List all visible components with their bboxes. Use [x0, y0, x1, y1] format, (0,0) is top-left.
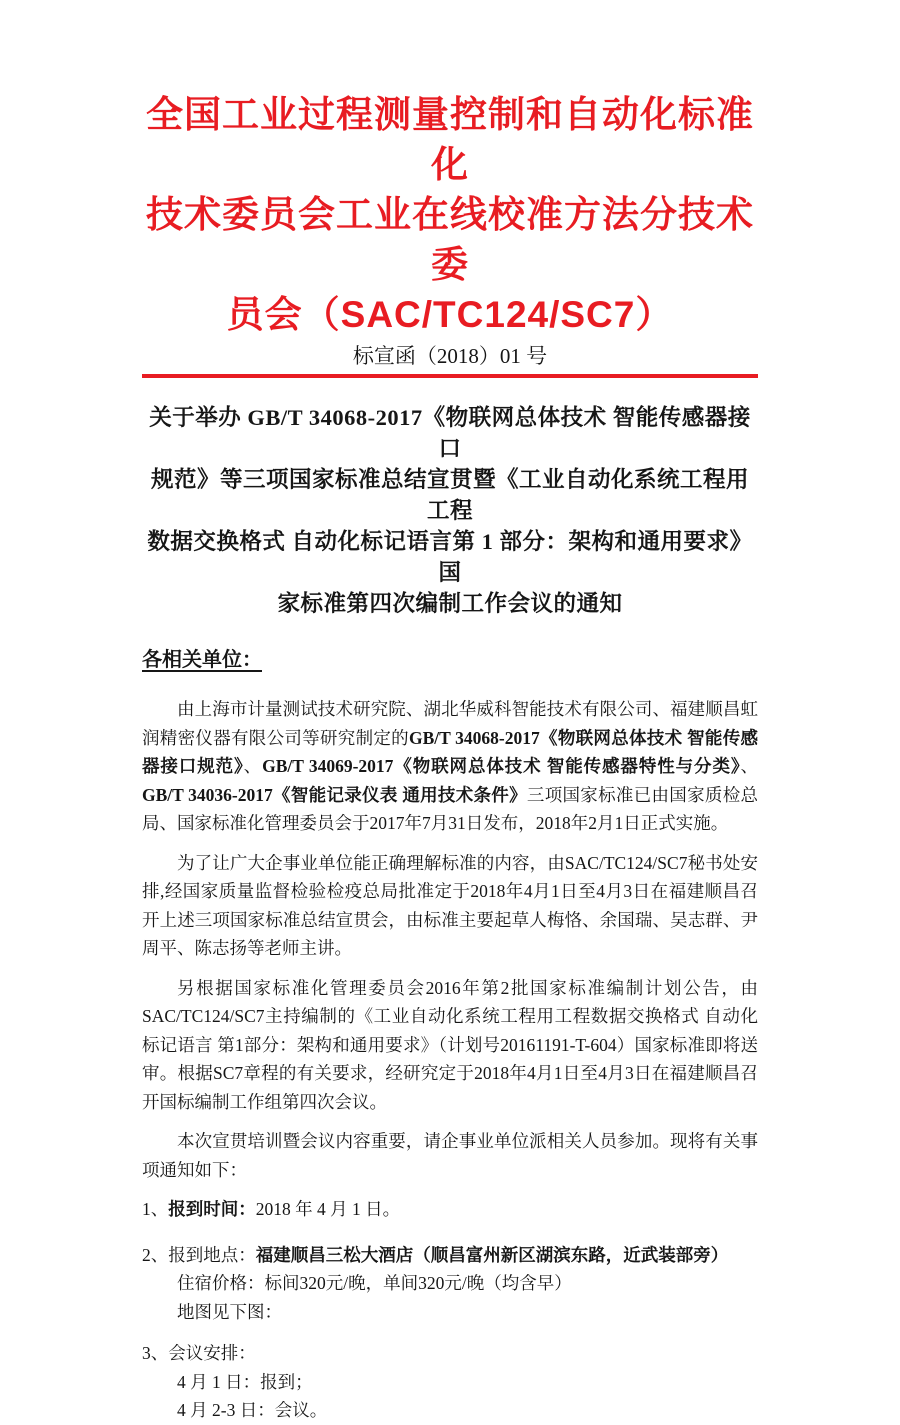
item-number: 1、 [142, 1199, 169, 1219]
org-title-line-1: 全国工业过程测量控制和自动化标准化 [146, 94, 754, 185]
red-divider-rule [142, 374, 758, 378]
item-checkin-time [142, 1195, 758, 1224]
paragraph-workgroup-meeting: 另根据国家标准化管理委员会2016年第2批国家标准编制计划公告，由SAC/TC124/SC7主持编制的《工业自动化系统工程用工程数据交换格式 自动化标记语言 第1部分：架构和通用要求》（计划号20161191-T-604）国家标准即将送审。根据SC7章程的有关要求，经研究定于2018年4月1日至4月3日在福建顺昌召开国标编制工作组第四次会议。 [142, 977, 758, 1112]
org-title [142, 90, 758, 340]
hotel-price-line: 住宿价格：标间320元/晚，单间320元/晚（均含早） [177, 1273, 572, 1293]
notice-title-line-2: 规范》等三项国家标准总结宣贯暨《工业自动化系统工程用工程 [150, 467, 749, 523]
text-run: 、 [740, 756, 758, 776]
salutation: 各相关单位： [142, 649, 262, 671]
checkin-time-label: 报到时间： [168, 1199, 256, 1219]
notice-title-line-4: 家标准第四次编制工作会议的通知 [277, 591, 623, 616]
paragraph-standards-published [142, 695, 758, 838]
schedule-label: 会议安排： [168, 1343, 256, 1363]
standard-title-34068: GB/T 34068-2017《物联网总体技术 智能传感器接口规范》 [142, 727, 758, 776]
org-title-line-2: 技术委员会工业在线校准方法分技术委 [146, 194, 754, 285]
checkin-place-label: 报到地点： [168, 1244, 256, 1265]
paragraph-xuanguan-meeting: 为了让广大企事业单位能正确理解标准的内容，由SAC/TC124/SC7秘书处安排,经国家质量监督检验检疫总局批准定于2018年4月1日至4月3日在福建顺昌召开上述三项国家标准总结宣贯会，由标准主要起草人梅恪、余国瑞、吴志群、尹周平、陈志扬等老师主讲。 [142, 852, 758, 958]
notice-title [142, 402, 758, 619]
notice-title-line-1: 关于举办 GB/T 34068-2017《物联网总体技术 智能传感器接口 [149, 405, 751, 461]
checkin-place-line [142, 1241, 758, 1270]
notice-title-line-3: 数据交换格式 自动化标记语言第 1 部分：架构和通用要求》国 [147, 529, 753, 585]
schedule-day1-line: 4 月 1 日：报到； [177, 1371, 313, 1392]
map-note-line: 地图见下图： [177, 1301, 282, 1322]
paragraph-notice-lead: 本次宣贯培训暨会议内容重要，请企事业单位派相关人员参加。现将有关事项通知如下： [142, 1131, 758, 1180]
item-number: 2、 [142, 1244, 169, 1265]
schedule-day23-line: 4 月 2-3 日：会议。 [177, 1400, 328, 1420]
item-meeting-schedule [142, 1339, 758, 1425]
schedule-heading-line [142, 1339, 758, 1368]
text-run: 由上海市计量测试技术研究院、湖北华威科智能技术有限公司、福建顺昌虹润精密仪器有限公司等研究制定的 [142, 699, 758, 748]
item-checkin-place [142, 1241, 758, 1327]
standard-title-34036: GB/T 34036-2017《智能记录仪表 通用技术条件》 [142, 784, 527, 805]
item-number: 3、 [142, 1343, 169, 1363]
salutation-row [142, 646, 758, 674]
org-title-line-3: 员会（SAC/TC124/SC7） [226, 294, 674, 335]
hotel-name: 福建顺昌三松大酒店（顺昌富州新区湖滨东路，近武装部旁） [255, 1244, 729, 1265]
doc-number: 标宣函（2018）01 号 [352, 344, 548, 368]
checkin-time-value: 2018 年 4 月 1 日。 [255, 1199, 401, 1219]
text-run: 三项国家标准已由国家质检总局、国家标准化管理委员会于2017年7月31日发布，2018年2月1日正式实施。 [142, 784, 758, 833]
standard-title-34069: GB/T 34069-2017《物联网总体技术 智能传感器特性与分类》 [262, 756, 741, 776]
text-run: 、 [243, 756, 263, 776]
